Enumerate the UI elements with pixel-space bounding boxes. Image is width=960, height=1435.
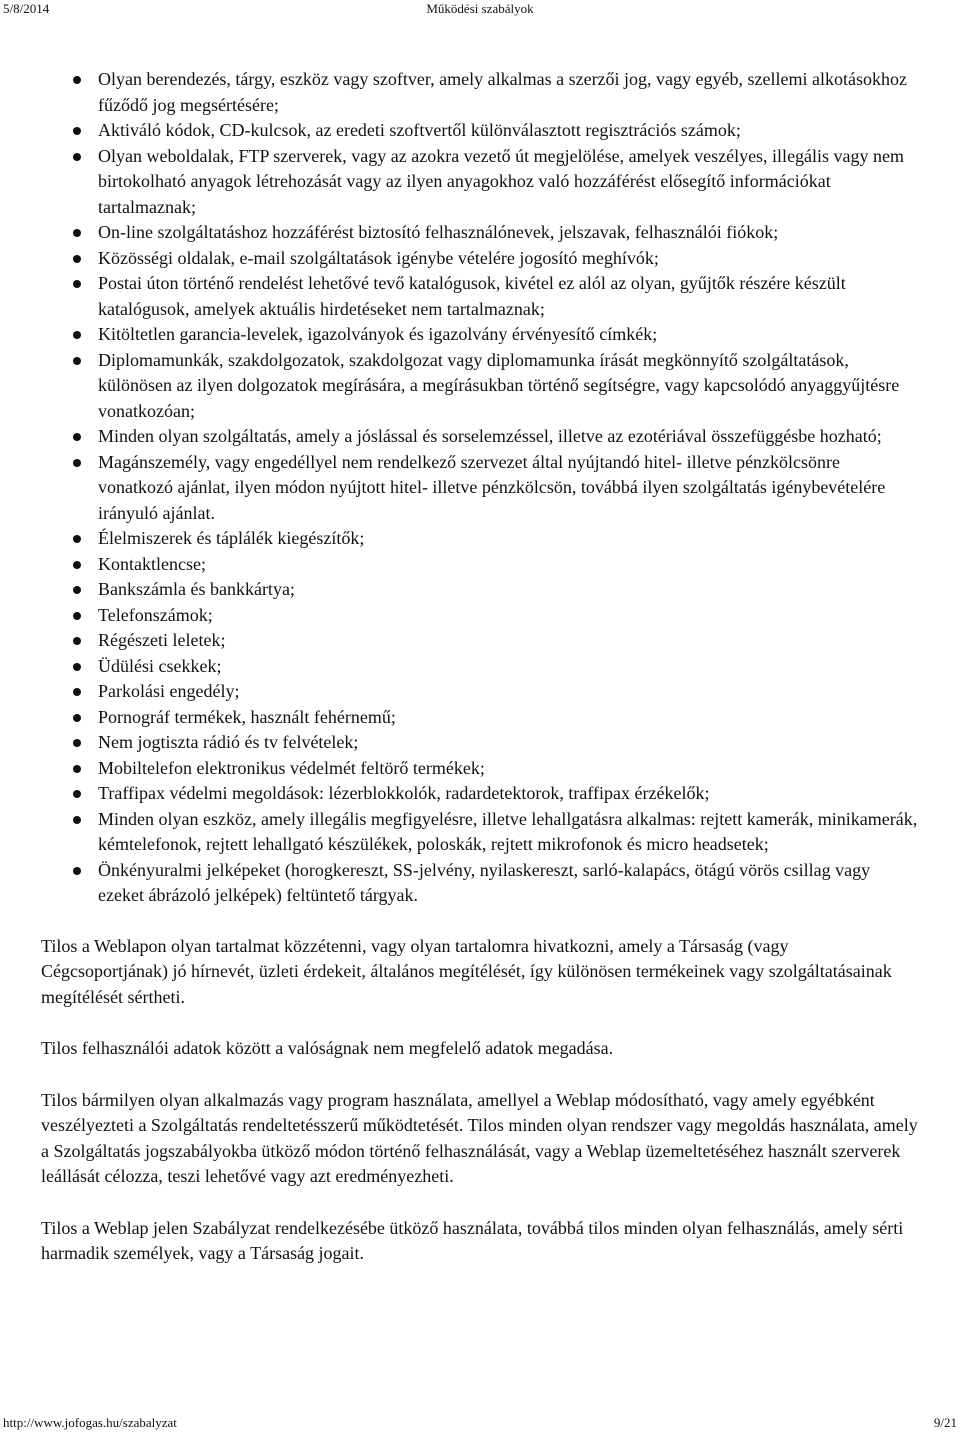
list-item: On-line szolgáltatáshoz hozzáférést biztosító felhasználónevek, jelszavak, felhasználói fiókok; xyxy=(98,220,919,246)
bullet-icon xyxy=(73,586,81,594)
list-item: Minden olyan eszköz, amely illegális megfigyelésre, illetve lehallgatásra alkalmas: rejtett kamerák, minikamerák, kémtelefonok, rejtett lehallgató készülékek, poloskák, rejtett mikrofonok és micro headsetek; xyxy=(98,807,919,858)
bullet-icon xyxy=(73,153,81,161)
bullet-icon xyxy=(73,331,81,339)
bullet-icon xyxy=(73,229,81,237)
bullet-icon xyxy=(73,76,81,84)
list-item: Kontaktlencse; xyxy=(98,552,919,578)
bullet-icon xyxy=(73,127,81,135)
bullet-icon xyxy=(73,765,81,773)
list-item: Minden olyan szolgáltatás, amely a jóslással és sorselemzéssel, illetve az ezotériával összefüggésbe hozható; xyxy=(98,424,919,450)
list-item: Olyan berendezés, tárgy, eszköz vagy szoftver, amely alkalmas a szerzői jog, vagy egyéb, szellemi alkotásokhoz fűződő jog megsértésére; xyxy=(98,67,919,118)
bullet-icon xyxy=(73,612,81,620)
bullet-icon xyxy=(73,867,81,875)
bullet-icon xyxy=(73,561,81,569)
list-item: Traffipax védelmi megoldások: lézerblokkolók, radardetektorok, traffipax érzékelők; xyxy=(98,781,919,807)
bullet-icon xyxy=(73,459,81,467)
list-item: Kitöltetlen garancia-levelek, igazolványok és igazolvány érvényesítő címkék; xyxy=(98,322,919,348)
list-item: Diplomamunkák, szakdolgozatok, szakdolgozat vagy diplomamunka írását megkönnyítő szolgáltatások, különösen az ilyen dolgozatok megírására, a megírásukban történő segítségre, vagy kapcsolódó anyaggyűjtésre vonatkozóan; xyxy=(98,348,919,425)
list-item: Olyan weboldalak, FTP szerverek, vagy az azokra vezető út megjelölése, amelyek veszélyes, illegális vagy nem birtokolható anyagok létrehozását vagy az ilyen anyagokhoz való hozzáférést elősegítő információkat tartalmaznak; xyxy=(98,144,919,221)
page-header xyxy=(0,0,960,22)
page-number: 9/21 xyxy=(933,1415,957,1430)
list-item: Régészeti leletek; xyxy=(98,628,919,654)
paragraph-third-party-rights: Tilos a Weblap jelen Szabályzat rendelkezésébe ütköző használata, továbbá tilos minden olyan felhasználás, amely sérti harmadik személyek, vagy a Társaság jogait. xyxy=(41,1217,904,1263)
paragraph-reputation: Tilos a Weblapon olyan tartalmat közzétenni, vagy olyan tartalomra hivatkozni, amely a Társaság (vagy Cégcsoportjának) jó hírnevét, üzleti érdekeit, általános megítélését, így különösen termékeinek vagy szolgáltatásainak megítélését sértheti. xyxy=(41,935,892,1007)
bullet-icon xyxy=(73,357,81,365)
list-item: Bankszámla és bankkártya; xyxy=(98,577,919,603)
bullet-icon xyxy=(73,714,81,722)
list-item: Magánszemély, vagy engedéllyel nem rendelkező szervezet által nyújtandó hitel- illetve pénzkölcsönre vonatkozó ajánlat, ilyen módon nyújtott hitel- illetve pénzkölcsön, továbbá ilyen szolgáltatás igénybevételére irányuló ajánlat. xyxy=(98,450,919,527)
list-item: Telefonszámok; xyxy=(98,603,919,629)
paragraph-user-data: Tilos felhasználói adatok között a valóságnak nem megfelelő adatok megadása. xyxy=(41,1038,614,1058)
list-item: Pornográf termékek, használt fehérnemű; xyxy=(98,705,919,731)
document-body xyxy=(41,67,919,1267)
bullet-icon xyxy=(73,663,81,671)
bullet-icon xyxy=(73,688,81,696)
bullet-icon xyxy=(73,433,81,441)
bullet-icon xyxy=(73,790,81,798)
bullet-icon xyxy=(73,739,81,747)
page-title: Működési szabályok xyxy=(426,1,534,16)
bullet-icon xyxy=(73,535,81,543)
list-item: Önkényuralmi jelképeket (horogkereszt, SS-jelvény, nyilaskereszt, sarló-kalapács, ötágú vörös csillag vagy ezeket ábrázoló jelképek) feltüntető tárgyak. xyxy=(98,858,919,909)
paragraph-software: Tilos bármilyen olyan alkalmazás vagy program használata, amellyel a Weblap módosítható, vagy amely egyébként veszélyezteti a Szolgáltatás rendeltetésszerű működtetését. Tilos minden olyan rendszer vagy megoldás használata, amely a Szolgáltatás jogszabályokba ütköző módon történő felhasználását, vagy a Weblap üzemeltetéséhez használt szerverek leállását célozza, teszi lehetővé vagy azt eredményezheti. xyxy=(41,1089,918,1186)
print-date: 5/8/2014 xyxy=(3,1,50,16)
page-footer xyxy=(0,1415,960,1435)
list-item: Nem jogtiszta rádió és tv felvételek; xyxy=(98,730,919,756)
list-item: Postai úton történő rendelést lehetővé tevő katalógusok, kivétel ez alól az olyan, gyűjtők részére készült katalógusok, amelyek aktuális hirdetéseket nem tartalmaznak; xyxy=(98,271,919,322)
list-item: Üdülési csekkek; xyxy=(98,654,919,680)
bullet-icon xyxy=(73,255,81,263)
bullet-icon xyxy=(73,637,81,645)
bullet-icon xyxy=(73,816,81,824)
prohibited-items-list xyxy=(41,67,919,909)
list-item: Mobiltelefon elektronikus védelmét feltörő termékek; xyxy=(98,756,919,782)
bullet-icon xyxy=(73,280,81,288)
list-item: Aktiváló kódok, CD-kulcsok, az eredeti szoftvertől különválasztott regisztrációs számok; xyxy=(98,118,919,144)
list-item: Közösségi oldalak, e-mail szolgáltatások igénybe vételére jogosító meghívók; xyxy=(98,246,919,272)
source-url: http://www.jofogas.hu/szabalyzat xyxy=(3,1415,177,1430)
list-item: Parkolási engedély; xyxy=(98,679,919,705)
list-item: Élelmiszerek és táplálék kiegészítők; xyxy=(98,526,919,552)
